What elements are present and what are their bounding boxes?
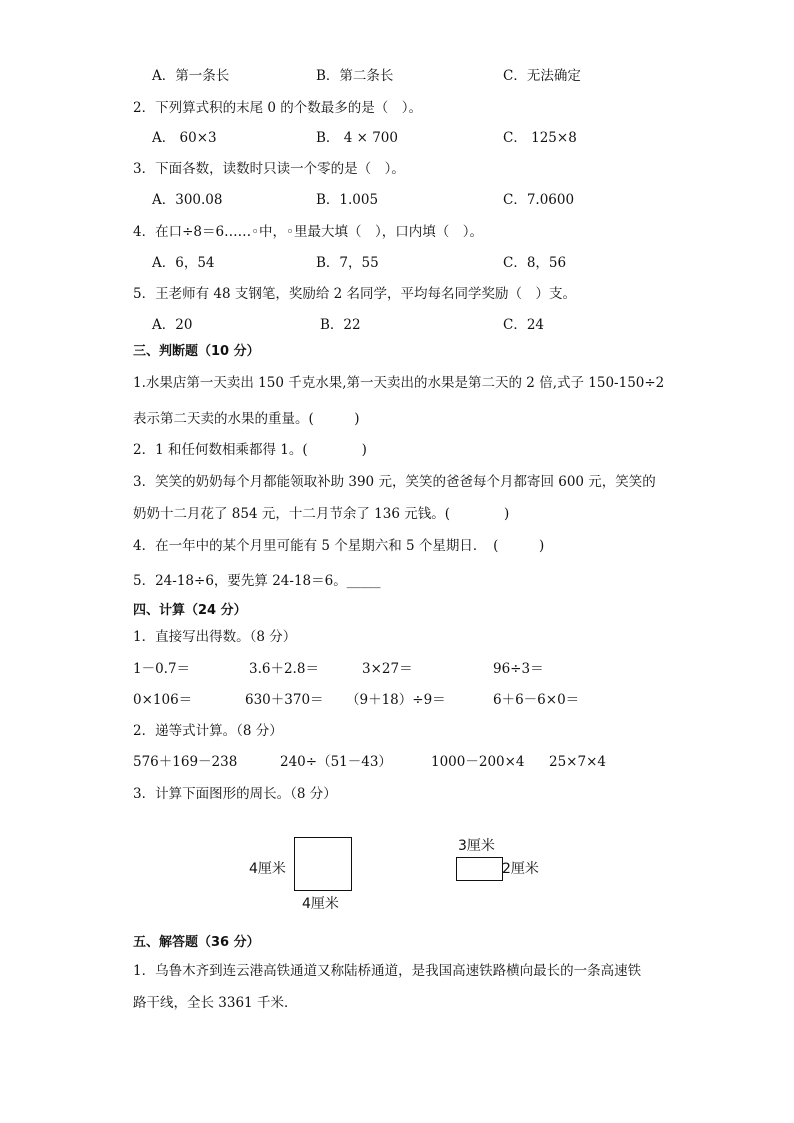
rectangle-figure xyxy=(456,857,503,881)
section5-item: 1．乌鲁木齐到连云港高铁通道又称陆桥通道，是我国高速铁路横向最长的一条高速铁 xyxy=(133,963,642,979)
section4-sub2: 2．递等式计算。（8 分） xyxy=(133,723,283,739)
calc-item: 576＋169－238 xyxy=(133,754,238,770)
calc-item: （9＋18）÷9＝ xyxy=(346,692,446,708)
q5-option-a: A．20 xyxy=(152,317,193,333)
section3-item: 3．笑笑的奶奶每个月都能领取补助 390 元，笑笑的爸爸每个月都寄回 600 元，笑笑的 xyxy=(133,474,656,490)
section4-title: 四、计算（24 分） xyxy=(133,603,247,618)
section3-item: 5．24-18÷6，要先算 24-18＝6。_____ xyxy=(133,573,381,589)
calc-item: 96÷3＝ xyxy=(493,661,544,677)
rect-side-label: 2厘米 xyxy=(502,861,539,877)
calc-item: 1－0.7＝ xyxy=(133,661,191,677)
section3-item: 2．1 和任何数相乘都得 1。( ) xyxy=(133,442,367,458)
section3-title: 三、判断题（10 分） xyxy=(133,344,260,359)
q5-stem: 5．王老师有 48 支钢笔，奖励给 2 名同学，平均每名同学奖励（ ）支。 xyxy=(133,286,577,302)
calc-item: 3.6＋2.8＝ xyxy=(249,661,319,677)
q3-option-a: A．300.08 xyxy=(152,192,223,208)
q1-option-b: B．第二条长 xyxy=(316,68,394,84)
section3-item: 1.水果店第一天卖出 150 千克水果,第一天卖出的水果是第二天的 2 倍,式子 150-150÷2 xyxy=(133,375,665,391)
calc-item: 25×7×4 xyxy=(549,754,606,770)
section3-item: 奶奶十二月花了 854 元，十二月节余了 136 元钱。( ) xyxy=(133,506,510,522)
q4-stem: 4．在口÷8＝6……◦中，◦里最大填（ ），口内填（ ）。 xyxy=(133,224,484,240)
rect-top-label: 3厘米 xyxy=(458,838,495,854)
section4-sub3: 3．计算下面图形的周长。（8 分） xyxy=(133,786,337,802)
q1-option-a: A．第一条长 xyxy=(152,68,230,84)
q2-stem: 2．下列算式积的末尾 0 的个数最多的是（ ）。 xyxy=(133,100,423,116)
q3-option-b: B．1.005 xyxy=(316,192,379,208)
calc-item: 240÷（51－43） xyxy=(280,754,392,770)
q3-stem: 3．下面各数，读数时只读一个零的是（ ）。 xyxy=(133,161,405,177)
q4-option-c: C．8，56 xyxy=(503,255,567,271)
section3-item: 4．在一年中的某个月里可能有 5 个星期六和 5 个星期日． ( ) xyxy=(133,538,545,554)
q2-option-a: A． 60×3 xyxy=(152,130,217,146)
section4-sub1: 1．直接写出得数。（8 分） xyxy=(133,629,297,645)
calc-item: 6＋6－6×0＝ xyxy=(493,692,580,708)
q4-option-b: B．7，55 xyxy=(316,255,379,271)
calc-item: 0×106＝ xyxy=(133,692,193,708)
square-figure xyxy=(294,837,352,891)
calc-item: 3×27＝ xyxy=(362,661,413,677)
q1-option-c: C．无法确定 xyxy=(503,68,581,84)
calc-item: 630＋370＝ xyxy=(245,692,324,708)
calc-item: 1000－200×4 xyxy=(431,754,525,770)
q4-option-a: A．6，54 xyxy=(152,255,215,271)
section5-item: 路干线，全长 3361 千米． xyxy=(133,995,298,1011)
q2-option-b: B． 4 × 700 xyxy=(316,130,398,146)
q3-option-c: C．7.0600 xyxy=(503,192,575,208)
square-bottom-label: 4厘米 xyxy=(302,896,339,912)
square-side-label: 4厘米 xyxy=(249,861,286,877)
q2-option-c: C． 125×8 xyxy=(503,130,577,146)
q5-option-b: B．22 xyxy=(320,317,361,333)
q5-option-c: C．24 xyxy=(503,317,545,333)
section3-item: 表示第二天卖的水果的重量。( ) xyxy=(133,411,360,427)
section5-title: 五、解答题（36 分） xyxy=(133,935,260,950)
